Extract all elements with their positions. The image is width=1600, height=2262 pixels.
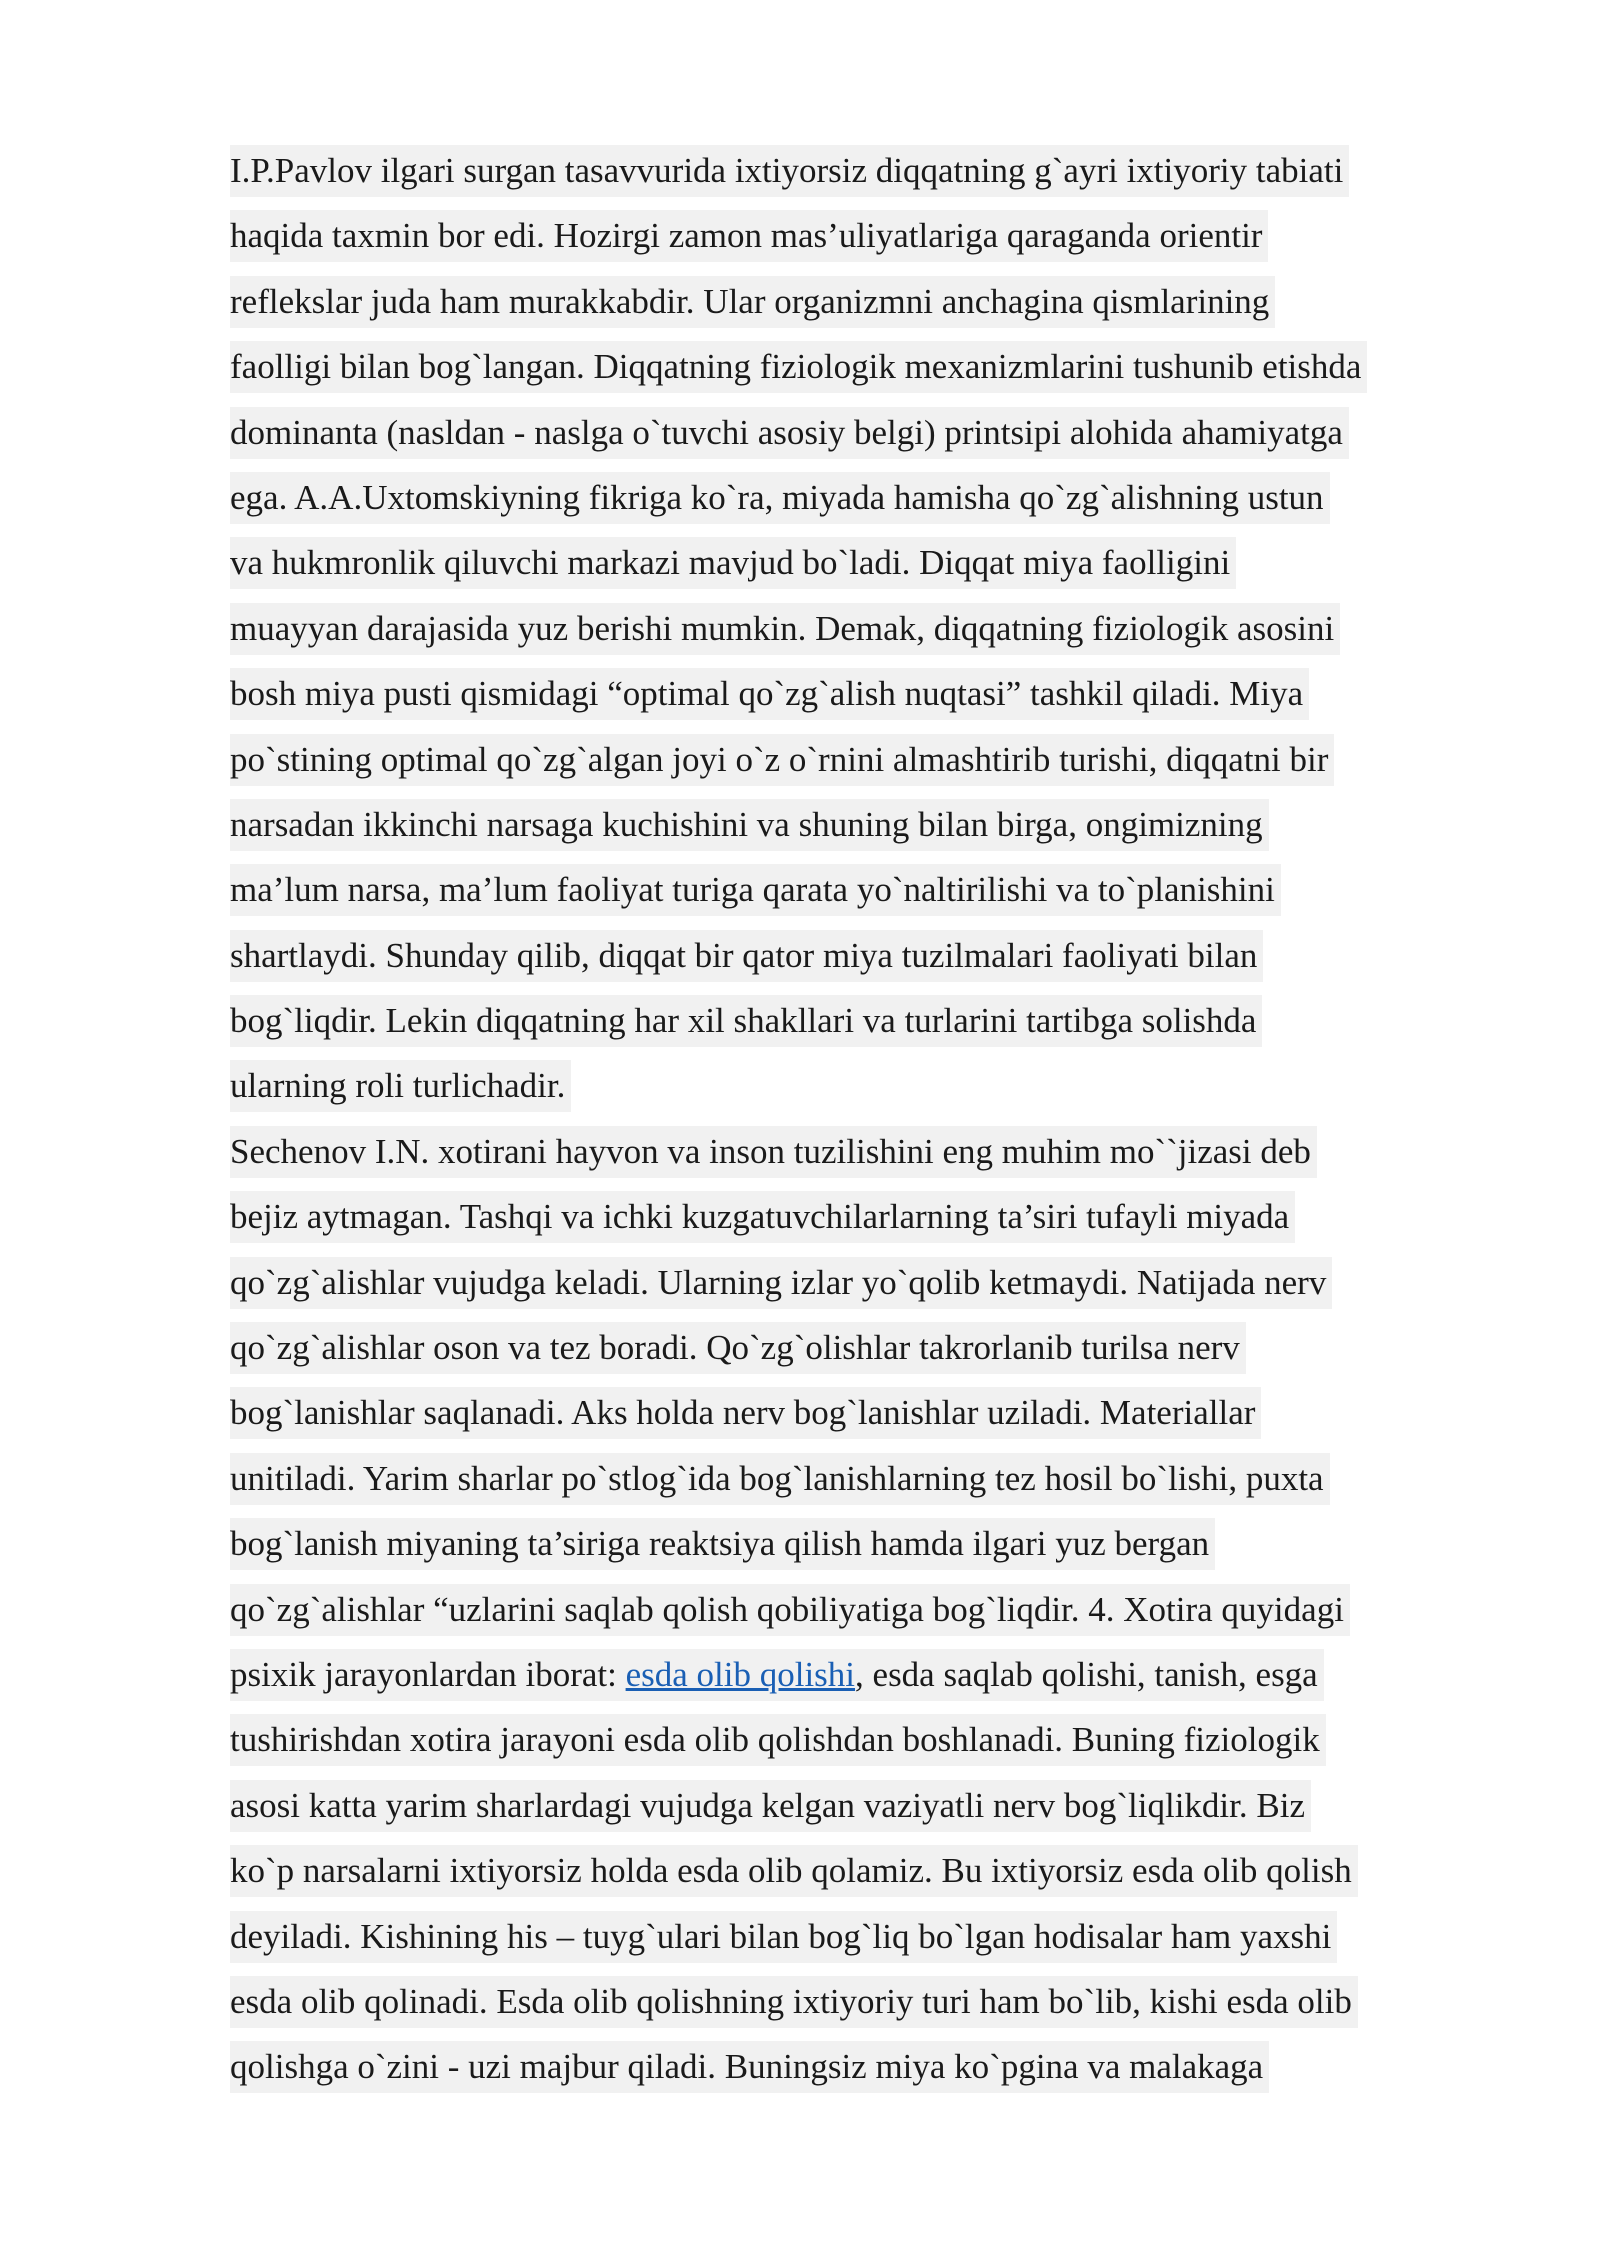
- text-line-content: ega. A.A.Uxtomskiyning fikriga ko`ra, miyada hamisha qo`zg`alishning ustun: [230, 472, 1330, 524]
- text-line: [230, 930, 1520, 995]
- text-line: [230, 603, 1520, 668]
- text-line: [230, 1257, 1520, 1322]
- text-line: [230, 734, 1520, 799]
- text-line-content: reflekslar juda ham murakkabdir. Ular organizmni anchagina qismlarining: [230, 276, 1275, 328]
- text-line: [230, 1453, 1520, 1518]
- text-line-content: I.P.Pavlov ilgari surgan tasavvurida ixtiyorsiz diqqatning g`ayri ixtiyoriy tabiati: [230, 145, 1349, 197]
- text-line: [230, 1845, 1520, 1910]
- text-line: [230, 864, 1520, 929]
- text-line: [230, 1126, 1520, 1191]
- text-line: [230, 799, 1520, 864]
- text-line: [230, 1060, 1520, 1125]
- text-line: [230, 1518, 1520, 1583]
- text-line-content: dominanta (nasldan - naslga o`tuvchi asosiy belgi) printsipi alohida ahamiyatga: [230, 407, 1349, 459]
- text-line-content: deyiladi. Kishining his – tuyg`ulari bilan bog`liq bo`lgan hodisalar ham yaxshi: [230, 1911, 1337, 1963]
- text-line-content: va hukmronlik qiluvchi markazi mavjud bo`ladi. Diqqat miya faolligini: [230, 537, 1236, 589]
- text-line-content: haqida taxmin bor edi. Hozirgi zamon mas’uliyatlariga qaraganda orientir: [230, 210, 1268, 262]
- text-line-content: qolishga o`zini - uzi majbur qiladi. Buningsiz miya ko`pgina va malakaga: [230, 2041, 1269, 2093]
- text-line-content: qo`zg`alishlar “uzlarini saqlab qolish qobiliyatiga bog`liqdir. 4. Xotira quyidagi: [230, 1584, 1350, 1636]
- text-line-content: narsadan ikkinchi narsaga kuchishini va shuning bilan birga, ongimizning: [230, 799, 1269, 851]
- text-line-content: unitiladi. Yarim sharlar po`stlog`ida bog`lanishlarning tez hosil bo`lishi, puxta: [230, 1453, 1330, 1505]
- text-line: [230, 1584, 1520, 1649]
- text-line-content: qo`zg`alishlar vujudga keladi. Ularning izlar yo`qolib ketmaydi. Natijada nerv: [230, 1257, 1332, 1309]
- text-line: [230, 341, 1520, 406]
- text-line-content: ularning roli turlichadir.: [230, 1060, 571, 1112]
- text-line-content: bog`lanish miyaning ta’siriga reaktsiya qilish hamda ilgari yuz bergan: [230, 1518, 1215, 1570]
- text-line: [230, 472, 1520, 537]
- text-line-content: ma’lum narsa, ma’lum faoliyat turiga qarata yo`naltirilishi va to`planishini: [230, 864, 1281, 916]
- text-line-content: po`stining optimal qo`zg`algan joyi o`z o`rnini almashtirib turishi, diqqatni bir: [230, 734, 1334, 786]
- text-line: [230, 1387, 1520, 1452]
- text-line: [230, 1322, 1520, 1387]
- text-line: [230, 995, 1520, 1060]
- text-line-content: qo`zg`alishlar oson va tez boradi. Qo`zg`olishlar takrorlanib turilsa nerv: [230, 1322, 1246, 1374]
- text-line: [230, 1191, 1520, 1256]
- link-line-before: psixik jarayonlardan iborat:: [230, 1654, 626, 1694]
- text-line: [230, 145, 1520, 210]
- text-line: [230, 1976, 1520, 2041]
- text-line-content: ko`p narsalarni ixtiyorsiz holda esda olib qolamiz. Bu ixtiyorsiz esda olib qolish: [230, 1845, 1358, 1897]
- text-line-with-link: [230, 1649, 1520, 1714]
- text-line: [230, 1911, 1520, 1976]
- text-line-content: faolligi bilan bog`langan. Diqqatning fiziologik mexanizmlarini tushunib etishda: [230, 341, 1367, 393]
- text-line: [230, 276, 1520, 341]
- text-line-content: bejiz aytmagan. Tashqi va ichki kuzgatuvchilarlarning ta’siri tufayli miyada: [230, 1191, 1295, 1243]
- text-line: [230, 537, 1520, 602]
- text-line-content: Sechenov I.N. xotirani hayvon va inson tuzilishini eng muhim mo``jizasi deb: [230, 1126, 1317, 1178]
- text-line-content: muayyan darajasida yuz berishi mumkin. Demak, diqqatning fiziologik asosini: [230, 603, 1340, 655]
- text-line: [230, 2041, 1520, 2106]
- text-line-content: esda olib qolinadi. Esda olib qolishning ixtiyoriy turi ham bo`lib, kishi esda olib: [230, 1976, 1358, 2028]
- document-text-block: [230, 145, 1520, 1649]
- text-line-content: bog`lanishlar saqlanadi. Aks holda nerv bog`lanishlar uziladi. Materiallar: [230, 1387, 1261, 1439]
- text-line: [230, 1714, 1520, 1779]
- text-line-content: asosi katta yarim sharlardagi vujudga kelgan vaziyatli nerv bog`liqlikdir. Biz: [230, 1780, 1311, 1832]
- text-line: [230, 407, 1520, 472]
- esda-olib-qolishi-link[interactable]: esda olib qolishi: [625, 1654, 856, 1694]
- text-line-content: shartlaydi. Shunday qilib, diqqat bir qator miya tuzilmalari faoliyati bilan: [230, 930, 1263, 982]
- text-line-content: bosh miya pusti qismidagi “optimal qo`zg`alish nuqtasi” tashkil qiladi. Miya: [230, 668, 1309, 720]
- document-page: [230, 145, 1520, 2107]
- text-line-content: tushirishdan xotira jarayoni esda olib qolishdan boshlanadi. Buning fiziologik: [230, 1714, 1326, 1766]
- link-line-after: , esda saqlab qolishi, tanish, esga: [855, 1654, 1318, 1694]
- text-line: [230, 668, 1520, 733]
- document-text-block-continued: [230, 1714, 1520, 2106]
- text-line: [230, 210, 1520, 275]
- text-line-content: bog`liqdir. Lekin diqqatning har xil shakllari va turlarini tartibga solishda: [230, 995, 1262, 1047]
- text-line: [230, 1780, 1520, 1845]
